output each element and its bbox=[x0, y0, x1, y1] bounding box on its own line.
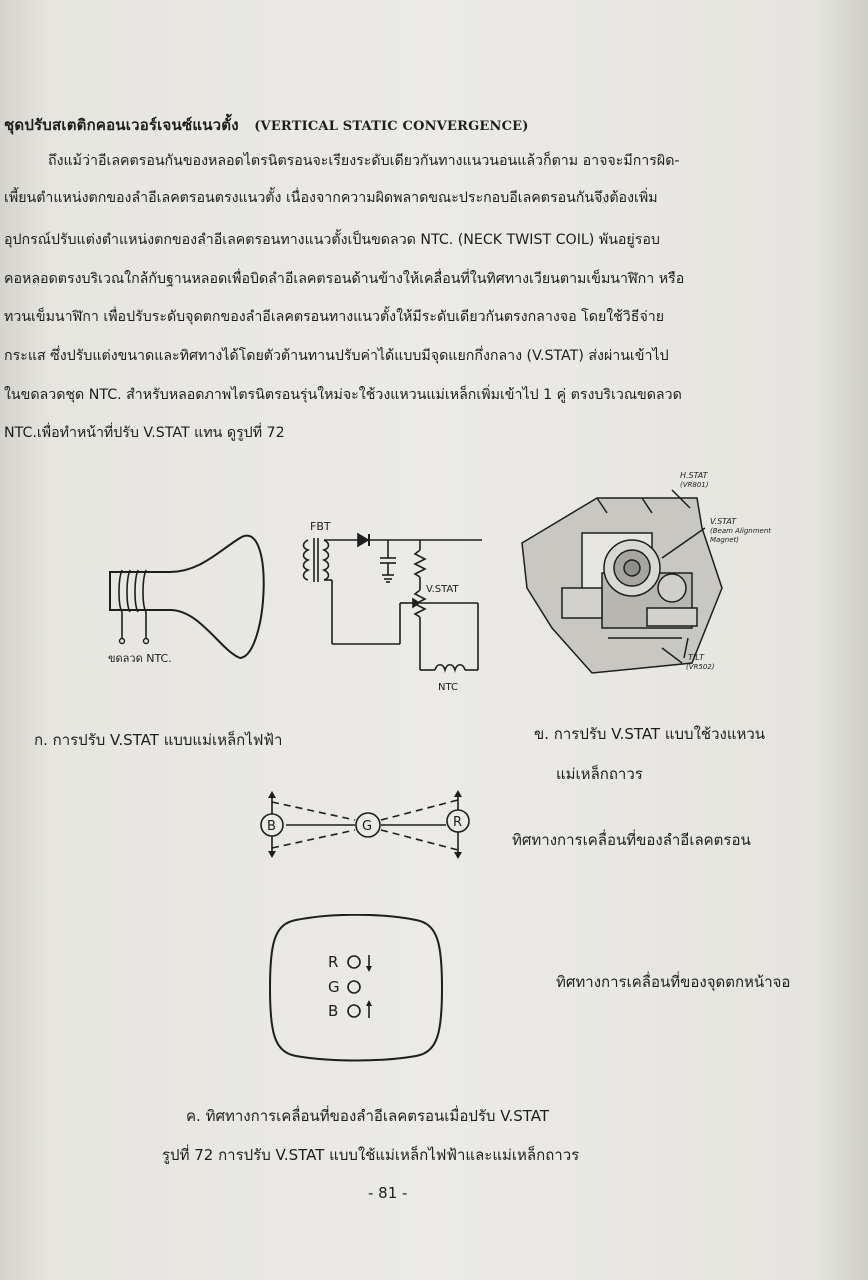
tilt-label: TILT bbox=[688, 653, 705, 662]
coil-label: ขดลวด NTC. bbox=[108, 652, 172, 665]
dot-r bbox=[348, 956, 360, 968]
magnet-ring-inner bbox=[658, 574, 686, 602]
figure-b-caption-line2: แม่เหล็กถาวร bbox=[556, 765, 643, 783]
beam-r-label: R bbox=[453, 815, 463, 830]
ntc-label: NTC bbox=[438, 682, 458, 693]
figure-a-caption: ก. การปรับ V.STAT แบบแม่เหล็กไฟฟ้า bbox=[34, 731, 283, 749]
screen-b-label: B bbox=[328, 1002, 339, 1020]
beam-direction-caption: ทิศทางการเคลื่อนที่ของลำอีเลคตรอน bbox=[512, 831, 751, 849]
screen-g-label: G bbox=[328, 978, 340, 996]
beam-direction-diagram bbox=[248, 788, 488, 860]
screen-outline bbox=[270, 915, 442, 1061]
coil-terminal-2 bbox=[144, 639, 149, 644]
ntc-coil-windings bbox=[119, 570, 146, 612]
figure-b-assembly bbox=[512, 468, 812, 688]
paragraph-line-8: NTC.เพื่อทำหน้าที่ปรับ V.STAT แทน ดูรูปที่ 72 bbox=[4, 425, 285, 441]
section-heading bbox=[4, 113, 844, 137]
figure-c-caption: ค. ทิศทางการเคลื่อนที่ของลำอีเลคตรอนเมื่อปรับ V.STAT bbox=[186, 1107, 550, 1125]
figure-72-caption: รูปที่ 72 การปรับ V.STAT แบบใช้แม่เหล็กไฟฟ้าและแม่เหล็กถาวร bbox=[162, 1146, 580, 1164]
screen-dot-diagram bbox=[266, 914, 446, 1062]
vstat-circuit-label: V.STAT bbox=[426, 584, 459, 595]
paragraph-line-1: ถึงแม้ว่าอีเลคตรอนกันของหลอดไตรนิตรอนจะเรียงระดับเดียวกันทางแนวนอนแล้วก็ตาม อาจจะมีการผิด- bbox=[48, 153, 680, 169]
page-number: - 81 - bbox=[368, 1184, 408, 1202]
fbt-label: FBT bbox=[310, 520, 331, 533]
coil-terminal-1 bbox=[120, 639, 125, 644]
vstat-label: V.STAT bbox=[710, 517, 737, 526]
beam-b-label: B bbox=[267, 819, 276, 834]
hstat-label: H.STAT bbox=[680, 471, 708, 480]
heading-thai: ชุดปรับสเตติกคอนเวอร์เจนซ์แนวตั้ง bbox=[4, 116, 239, 134]
paragraph-line-2: เพี้ยนตำแหน่งตกของลำอีเลคตรอนตรงแนวตั้ง เนื่องจากความผิดพลาดขณะประกอบอีเลคตรอนกันจึงต้องเพิ่ม bbox=[4, 190, 658, 206]
ntc-inductor bbox=[435, 665, 465, 670]
vstat-sub1: (Beam Alignment bbox=[710, 527, 772, 535]
dot-g bbox=[348, 981, 360, 993]
beam-g-label: G bbox=[362, 819, 373, 834]
fbt-secondary bbox=[324, 540, 329, 580]
screen-r-label: R bbox=[328, 953, 339, 971]
paragraph-line-5: ทวนเข็มนาฬิกา เพื่อปรับระดับจุดตกของลำอีเลคตรอนทางแนวตั้งให้มีระดับเดียวกันตรงกลางจอ โดยใช้วิธีจ่าย bbox=[4, 309, 665, 325]
paragraph-line-6: กระแส ซึ่งปรับแต่งขนาดและทิศทางได้โดยตัวต้านทานปรับค่าได้แบบมีจุดแยกกึ่งกลาง (V.STAT) ส่งผ่านเข้าไป bbox=[4, 348, 669, 364]
figure-a-diagram bbox=[100, 510, 500, 710]
figure-b-caption-line1: ข. การปรับ V.STAT แบบใช้วงแหวน bbox=[534, 725, 766, 743]
fbt-primary bbox=[304, 540, 309, 580]
dot-b bbox=[348, 1005, 360, 1017]
hstat-ref: (VR801) bbox=[680, 481, 709, 489]
heading-english: (VERTICAL STATIC CONVERGENCE) bbox=[254, 119, 529, 134]
crt-tube-outline bbox=[110, 536, 264, 658]
vstat-sub2: Magnet) bbox=[710, 536, 739, 544]
diode-symbol bbox=[358, 534, 368, 546]
paragraph-line-3: อุปกรณ์ปรับแต่งตำแหน่งตกของลำอีเลคตรอนทางแนวตั้งเป็นขดลวด NTC. (NECK TWIST COIL) พันอยู่รอบ bbox=[4, 232, 660, 248]
tilt-ref: (VR502) bbox=[686, 663, 715, 671]
screen-direction-caption: ทิศทางการเคลื่อนที่ของจุดตกหน้าจอ bbox=[556, 973, 791, 991]
paragraph-line-7: ในขดลวดชุด NTC. สำหรับหลอดภาพไตรนิตรอนรุ่นใหม่จะใช้วงแหวนแม่เหล็กเพิ่มเข้าไป 1 คู่ ตรงบริเวณขดลวด bbox=[4, 387, 682, 403]
paragraph-line-4: คอหลอดตรงบริเวณใกล้กับฐานหลอดเพื่อบิดลำอีเลคตรอนด้านข้างให้เคลื่อนที่ในทิศทางเวียนตามเข็มนาฬิกา หรือ bbox=[4, 271, 685, 287]
